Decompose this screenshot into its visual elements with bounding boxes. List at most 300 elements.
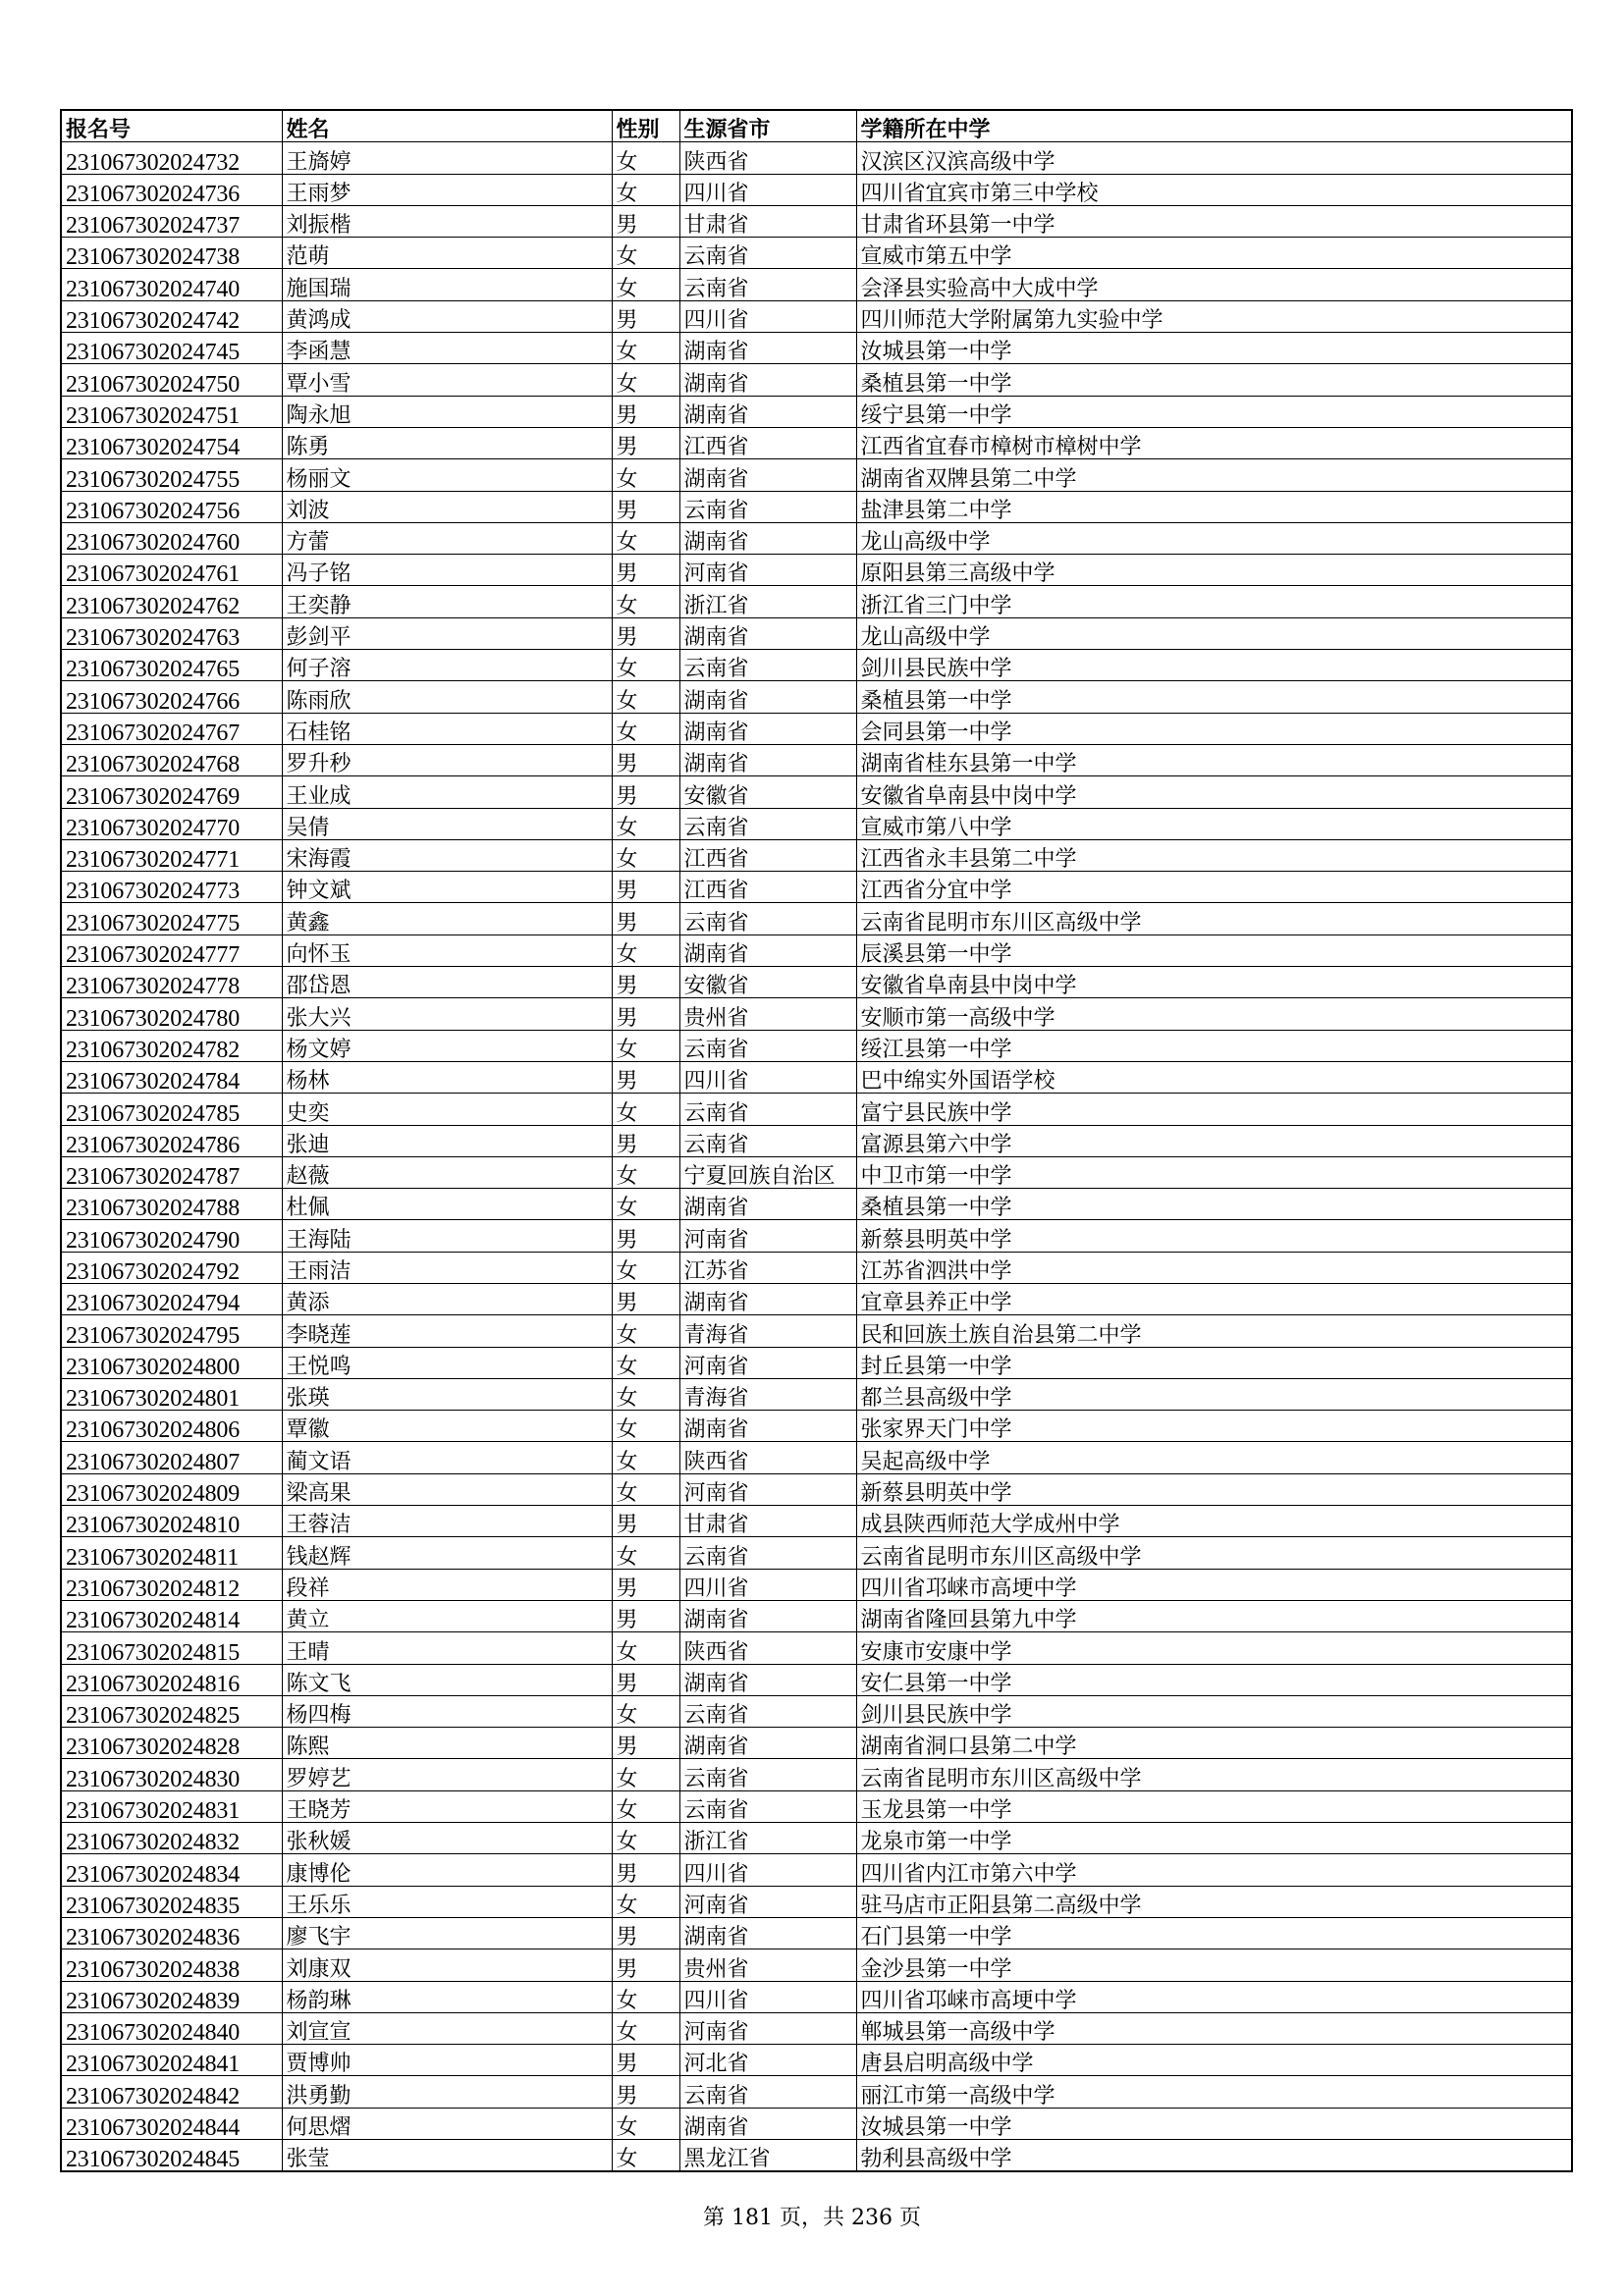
registration-number-cell: 231067302024812 xyxy=(61,1569,282,1600)
origin-province-cell: 河南省 xyxy=(679,1347,856,1378)
name-cell: 王奕静 xyxy=(282,586,612,617)
table-row xyxy=(61,1283,1572,1314)
gender-cell: 男 xyxy=(612,1664,679,1695)
gender-cell: 女 xyxy=(612,1030,679,1061)
table-row xyxy=(61,1664,1572,1695)
registration-number-cell: 231067302024760 xyxy=(61,522,282,554)
origin-province-cell: 贵州省 xyxy=(679,998,856,1030)
origin-province-cell: 江西省 xyxy=(679,427,856,458)
origin-province-cell: 河南省 xyxy=(679,555,856,586)
high-school-cell: 江西省永丰县第二中学 xyxy=(856,839,1572,871)
high-school-cell: 桑植县第一中学 xyxy=(856,681,1572,713)
table-row xyxy=(61,1823,1572,1854)
origin-province-cell: 湖南省 xyxy=(679,396,856,427)
name-cell: 洪勇勤 xyxy=(282,2076,612,2108)
origin-province-cell: 云南省 xyxy=(679,903,856,934)
high-school-cell: 丽江市第一高级中学 xyxy=(856,2076,1572,2108)
high-school-cell: 安徽省阜南县中岗中学 xyxy=(856,967,1572,998)
origin-province-cell: 安徽省 xyxy=(679,776,856,808)
gender-cell: 女 xyxy=(612,1378,679,1410)
name-cell: 张大兴 xyxy=(282,998,612,1030)
registration-number-cell: 231067302024836 xyxy=(61,1917,282,1949)
origin-province-cell: 湖南省 xyxy=(679,1917,856,1949)
name-cell: 覃小雪 xyxy=(282,364,612,396)
registration-number-cell: 231067302024792 xyxy=(61,1252,282,1283)
high-school-cell: 金沙县第一中学 xyxy=(856,1949,1572,1981)
name-cell: 杨丽文 xyxy=(282,459,612,491)
table-row xyxy=(61,1061,1572,1093)
registration-number-cell: 231067302024770 xyxy=(61,808,282,839)
table-row xyxy=(61,269,1572,300)
registration-number-cell: 231067302024831 xyxy=(61,1790,282,1822)
name-cell: 蔺文语 xyxy=(282,1442,612,1473)
registration-number-cell: 231067302024844 xyxy=(61,2108,282,2139)
origin-province-cell: 云南省 xyxy=(679,1759,856,1790)
registration-number-cell: 231067302024838 xyxy=(61,1949,282,1981)
table-row xyxy=(61,808,1572,839)
registration-number-cell: 231067302024751 xyxy=(61,396,282,427)
registration-number-cell: 231067302024738 xyxy=(61,238,282,269)
high-school-cell: 富宁县民族中学 xyxy=(856,1094,1572,1125)
registration-number-cell: 231067302024782 xyxy=(61,1030,282,1061)
origin-province-cell: 湖南省 xyxy=(679,1664,856,1695)
table-row xyxy=(61,1854,1572,1886)
page-number-footer: 第 181 页，共 236 页 xyxy=(703,2206,921,2230)
origin-province-cell: 湖南省 xyxy=(679,522,856,554)
name-cell: 罗升秒 xyxy=(282,744,612,775)
high-school-cell: 甘肃省环县第一中学 xyxy=(856,205,1572,237)
gender-cell: 男 xyxy=(612,491,679,522)
origin-province-cell: 湖南省 xyxy=(679,1728,856,1759)
origin-province-cell: 湖南省 xyxy=(679,681,856,713)
registration-number-cell: 231067302024845 xyxy=(61,2140,282,2172)
table-row xyxy=(61,1378,1572,1410)
name-cell: 杜佩 xyxy=(282,1189,612,1220)
gender-cell: 男 xyxy=(612,1728,679,1759)
gender-cell: 男 xyxy=(612,967,679,998)
origin-province-cell: 云南省 xyxy=(679,2076,856,2108)
name-cell: 王悦鸣 xyxy=(282,1347,612,1378)
high-school-cell: 剑川县民族中学 xyxy=(856,1695,1572,1727)
table-row xyxy=(61,174,1572,205)
name-cell: 刘康双 xyxy=(282,1949,612,1981)
high-school-cell: 郸城县第一高级中学 xyxy=(856,2012,1572,2044)
origin-province-cell: 陕西省 xyxy=(679,1442,856,1473)
gender-cell: 男 xyxy=(612,1283,679,1314)
name-cell: 王晴 xyxy=(282,1632,612,1664)
origin-province-cell: 四川省 xyxy=(679,300,856,332)
table-row xyxy=(61,1220,1572,1252)
name-cell: 康博伦 xyxy=(282,1854,612,1886)
registration-number-cell: 231067302024815 xyxy=(61,1632,282,1664)
origin-province-cell: 甘肃省 xyxy=(679,1506,856,1537)
registration-number-cell: 231067302024801 xyxy=(61,1378,282,1410)
name-cell: 钟文斌 xyxy=(282,872,612,903)
table-row xyxy=(61,142,1572,174)
gender-cell: 男 xyxy=(612,1569,679,1600)
gender-cell: 女 xyxy=(612,2012,679,2044)
gender-cell: 男 xyxy=(612,1506,679,1537)
registration-number-cell: 231067302024768 xyxy=(61,744,282,775)
name-cell: 杨韵琳 xyxy=(282,1981,612,2012)
high-school-cell: 盐津县第二中学 xyxy=(856,491,1572,522)
gender-cell: 女 xyxy=(612,1442,679,1473)
name-cell: 彭剑平 xyxy=(282,617,612,649)
name-cell: 李函慧 xyxy=(282,333,612,364)
gender-cell: 男 xyxy=(612,1061,679,1093)
name-cell: 王业成 xyxy=(282,776,612,808)
name-cell: 廖飞宇 xyxy=(282,1917,612,1949)
gender-cell: 男 xyxy=(612,1949,679,1981)
registration-number-cell: 231067302024766 xyxy=(61,681,282,713)
gender-cell: 男 xyxy=(612,872,679,903)
gender-cell: 男 xyxy=(612,396,679,427)
high-school-cell: 龙山高级中学 xyxy=(856,522,1572,554)
registration-number-cell: 231067302024787 xyxy=(61,1156,282,1188)
registration-number-cell: 231067302024800 xyxy=(61,1347,282,1378)
gender-cell: 女 xyxy=(612,2140,679,2172)
high-school-cell: 四川省邛崃市高埂中学 xyxy=(856,1569,1572,1600)
origin-province-cell: 湖南省 xyxy=(679,1411,856,1442)
registration-number-cell: 231067302024806 xyxy=(61,1411,282,1442)
high-school-cell: 中卫市第一中学 xyxy=(856,1156,1572,1188)
high-school-cell: 勃利县高级中学 xyxy=(856,2140,1572,2172)
header-high-school: 学籍所在中学 xyxy=(856,110,1572,142)
name-cell: 冯子铭 xyxy=(282,555,612,586)
origin-province-cell: 湖南省 xyxy=(679,1600,856,1631)
origin-province-cell: 湖南省 xyxy=(679,744,856,775)
name-cell: 张莹 xyxy=(282,2140,612,2172)
gender-cell: 女 xyxy=(612,1411,679,1442)
high-school-cell: 宣威市第五中学 xyxy=(856,238,1572,269)
name-cell: 刘宣宣 xyxy=(282,2012,612,2044)
table-row xyxy=(61,839,1572,871)
origin-province-cell: 四川省 xyxy=(679,1569,856,1600)
high-school-cell: 会泽县实验高中大成中学 xyxy=(856,269,1572,300)
table-row xyxy=(61,1189,1572,1220)
registration-number-cell: 231067302024830 xyxy=(61,1759,282,1790)
table-row xyxy=(61,427,1572,458)
high-school-cell: 江苏省泗洪中学 xyxy=(856,1252,1572,1283)
registration-number-cell: 231067302024839 xyxy=(61,1981,282,2012)
table-row xyxy=(61,1981,1572,2012)
origin-province-cell: 宁夏回族自治区 xyxy=(679,1156,856,1188)
registration-number-cell: 231067302024771 xyxy=(61,839,282,871)
origin-province-cell: 陕西省 xyxy=(679,1632,856,1664)
table-row xyxy=(61,1252,1572,1283)
gender-cell: 女 xyxy=(612,934,679,966)
gender-cell: 男 xyxy=(612,2076,679,2108)
high-school-cell: 安徽省阜南县中岗中学 xyxy=(856,776,1572,808)
origin-province-cell: 湖南省 xyxy=(679,2108,856,2139)
registration-number-cell: 231067302024740 xyxy=(61,269,282,300)
origin-province-cell: 贵州省 xyxy=(679,1949,856,1981)
high-school-cell: 唐县启明高级中学 xyxy=(856,2045,1572,2076)
origin-province-cell: 河南省 xyxy=(679,2012,856,2044)
table-row xyxy=(61,586,1572,617)
name-cell: 陈雨欣 xyxy=(282,681,612,713)
gender-cell: 男 xyxy=(612,776,679,808)
high-school-cell: 新蔡县明英中学 xyxy=(856,1473,1572,1505)
registration-number-cell: 231067302024814 xyxy=(61,1600,282,1631)
table-row xyxy=(61,555,1572,586)
origin-province-cell: 云南省 xyxy=(679,1537,856,1569)
registration-number-cell: 231067302024780 xyxy=(61,998,282,1030)
high-school-cell: 安康市安康中学 xyxy=(856,1632,1572,1664)
registration-number-cell: 231067302024841 xyxy=(61,2045,282,2076)
header-origin-province: 生源省市 xyxy=(679,110,856,142)
name-cell: 陈熙 xyxy=(282,1728,612,1759)
gender-cell: 女 xyxy=(612,1315,679,1347)
table-row xyxy=(61,1695,1572,1727)
name-cell: 施国瑞 xyxy=(282,269,612,300)
high-school-cell: 龙山高级中学 xyxy=(856,617,1572,649)
name-cell: 石桂铭 xyxy=(282,713,612,744)
origin-province-cell: 云南省 xyxy=(679,808,856,839)
gender-cell: 女 xyxy=(612,1252,679,1283)
table-row xyxy=(61,617,1572,649)
name-cell: 钱赵辉 xyxy=(282,1537,612,1569)
name-cell: 陈勇 xyxy=(282,427,612,458)
high-school-cell: 四川省内江市第六中学 xyxy=(856,1854,1572,1886)
registration-number-cell: 231067302024790 xyxy=(61,1220,282,1252)
table-row xyxy=(61,1728,1572,1759)
high-school-cell: 汝城县第一中学 xyxy=(856,333,1572,364)
gender-cell: 女 xyxy=(612,522,679,554)
high-school-cell: 新蔡县明英中学 xyxy=(856,1220,1572,1252)
origin-province-cell: 浙江省 xyxy=(679,586,856,617)
high-school-cell: 绥江县第一中学 xyxy=(856,1030,1572,1061)
high-school-cell: 石门县第一中学 xyxy=(856,1917,1572,1949)
origin-province-cell: 云南省 xyxy=(679,1695,856,1727)
name-cell: 王海陆 xyxy=(282,1220,612,1252)
gender-cell: 女 xyxy=(612,650,679,681)
origin-province-cell: 四川省 xyxy=(679,174,856,205)
name-cell: 何思熠 xyxy=(282,2108,612,2139)
high-school-cell: 云南省昆明市东川区高级中学 xyxy=(856,1759,1572,1790)
table-row xyxy=(61,522,1572,554)
origin-province-cell: 云南省 xyxy=(679,238,856,269)
origin-province-cell: 湖南省 xyxy=(679,333,856,364)
origin-province-cell: 四川省 xyxy=(679,1061,856,1093)
registration-number-cell: 231067302024832 xyxy=(61,1823,282,1854)
name-cell: 梁高果 xyxy=(282,1473,612,1505)
high-school-cell: 浙江省三门中学 xyxy=(856,586,1572,617)
name-cell: 覃徽 xyxy=(282,1411,612,1442)
high-school-cell: 安仁县第一中学 xyxy=(856,1664,1572,1695)
table-row xyxy=(61,2108,1572,2139)
gender-cell: 男 xyxy=(612,744,679,775)
name-cell: 杨林 xyxy=(282,1061,612,1093)
name-cell: 杨文婷 xyxy=(282,1030,612,1061)
table-row xyxy=(61,1949,1572,1981)
gender-cell: 女 xyxy=(612,2108,679,2139)
name-cell: 黄鑫 xyxy=(282,903,612,934)
high-school-cell: 会同县第一中学 xyxy=(856,713,1572,744)
name-cell: 张迪 xyxy=(282,1125,612,1156)
name-cell: 赵薇 xyxy=(282,1156,612,1188)
name-cell: 吴倩 xyxy=(282,808,612,839)
registration-number-cell: 231067302024811 xyxy=(61,1537,282,1569)
registration-number-cell: 231067302024756 xyxy=(61,491,282,522)
name-cell: 宋海霞 xyxy=(282,839,612,871)
high-school-cell: 江西省宜春市樟树市樟树中学 xyxy=(856,427,1572,458)
name-cell: 刘振楷 xyxy=(282,205,612,237)
high-school-cell: 玉龙县第一中学 xyxy=(856,1790,1572,1822)
registration-number-cell: 231067302024828 xyxy=(61,1728,282,1759)
table-row xyxy=(61,1506,1572,1537)
name-cell: 史奕 xyxy=(282,1094,612,1125)
gender-cell: 女 xyxy=(612,1537,679,1569)
name-cell: 陈文飞 xyxy=(282,1664,612,1695)
table-row xyxy=(61,2012,1572,2044)
origin-province-cell: 云南省 xyxy=(679,1790,856,1822)
gender-cell: 女 xyxy=(612,333,679,364)
table-row xyxy=(61,238,1572,269)
table-row xyxy=(61,776,1572,808)
gender-cell: 女 xyxy=(612,1790,679,1822)
gender-cell: 女 xyxy=(612,142,679,174)
gender-cell: 女 xyxy=(612,1189,679,1220)
header-gender: 性别 xyxy=(612,110,679,142)
gender-cell: 女 xyxy=(612,1823,679,1854)
origin-province-cell: 湖南省 xyxy=(679,713,856,744)
name-cell: 贾博帅 xyxy=(282,2045,612,2076)
name-cell: 王雨梦 xyxy=(282,174,612,205)
table-row xyxy=(61,1886,1572,1917)
high-school-cell: 湖南省双牌县第二中学 xyxy=(856,459,1572,491)
high-school-cell: 富源县第六中学 xyxy=(856,1125,1572,1156)
gender-cell: 男 xyxy=(612,427,679,458)
high-school-cell: 宜章县养正中学 xyxy=(856,1283,1572,1314)
gender-cell: 女 xyxy=(612,713,679,744)
table-row xyxy=(61,1411,1572,1442)
gender-cell: 男 xyxy=(612,998,679,1030)
high-school-cell: 剑川县民族中学 xyxy=(856,650,1572,681)
high-school-cell: 四川省邛崃市高埂中学 xyxy=(856,1981,1572,2012)
origin-province-cell: 河南省 xyxy=(679,1473,856,1505)
name-cell: 何子溶 xyxy=(282,650,612,681)
high-school-cell: 民和回族土族自治县第二中学 xyxy=(856,1315,1572,1347)
origin-province-cell: 河北省 xyxy=(679,2045,856,2076)
table-row xyxy=(61,333,1572,364)
name-cell: 向怀玉 xyxy=(282,934,612,966)
registration-number-cell: 231067302024755 xyxy=(61,459,282,491)
table-row xyxy=(61,967,1572,998)
table-row xyxy=(61,998,1572,1030)
name-cell: 张秋媛 xyxy=(282,1823,612,1854)
registration-number-cell: 231067302024750 xyxy=(61,364,282,396)
table-row xyxy=(61,2045,1572,2076)
origin-province-cell: 湖南省 xyxy=(679,364,856,396)
registration-number-cell: 231067302024795 xyxy=(61,1315,282,1347)
table-row xyxy=(61,1125,1572,1156)
high-school-cell: 汝城县第一中学 xyxy=(856,2108,1572,2139)
name-cell: 方蕾 xyxy=(282,522,612,554)
table-row xyxy=(61,1632,1572,1664)
name-cell: 李晓莲 xyxy=(282,1315,612,1347)
high-school-cell: 辰溪县第一中学 xyxy=(856,934,1572,966)
gender-cell: 男 xyxy=(612,1600,679,1631)
origin-province-cell: 陕西省 xyxy=(679,142,856,174)
origin-province-cell: 湖南省 xyxy=(679,1189,856,1220)
registration-number-cell: 231067302024737 xyxy=(61,205,282,237)
registration-number-cell: 231067302024777 xyxy=(61,934,282,966)
registration-number-cell: 231067302024742 xyxy=(61,300,282,332)
name-cell: 陶永旭 xyxy=(282,396,612,427)
table-row xyxy=(61,872,1572,903)
origin-province-cell: 四川省 xyxy=(679,1981,856,2012)
high-school-cell: 龙泉市第一中学 xyxy=(856,1823,1572,1854)
high-school-cell: 驻马店市正阳县第二高级中学 xyxy=(856,1886,1572,1917)
header-name: 姓名 xyxy=(282,110,612,142)
registration-number-cell: 231067302024769 xyxy=(61,776,282,808)
origin-province-cell: 云南省 xyxy=(679,1030,856,1061)
origin-province-cell: 黑龙江省 xyxy=(679,2140,856,2172)
gender-cell: 男 xyxy=(612,1917,679,1949)
registration-number-cell: 231067302024773 xyxy=(61,872,282,903)
gender-cell: 女 xyxy=(612,1347,679,1378)
table-row xyxy=(61,934,1572,966)
registration-number-cell: 231067302024767 xyxy=(61,713,282,744)
origin-province-cell: 青海省 xyxy=(679,1315,856,1347)
table-body xyxy=(61,142,1572,2172)
name-cell: 王雨洁 xyxy=(282,1252,612,1283)
origin-province-cell: 湖南省 xyxy=(679,459,856,491)
registration-number-cell: 231067302024786 xyxy=(61,1125,282,1156)
gender-cell: 男 xyxy=(612,617,679,649)
high-school-cell: 四川省宜宾市第三中学校 xyxy=(856,174,1572,205)
origin-province-cell: 云南省 xyxy=(679,1094,856,1125)
header-registration-number: 报名号 xyxy=(61,110,282,142)
gender-cell: 女 xyxy=(612,269,679,300)
origin-province-cell: 浙江省 xyxy=(679,1823,856,1854)
name-cell: 王旖婷 xyxy=(282,142,612,174)
registration-number-cell: 231067302024810 xyxy=(61,1506,282,1537)
registration-number-cell: 231067302024794 xyxy=(61,1283,282,1314)
gender-cell: 女 xyxy=(612,839,679,871)
registration-number-cell: 231067302024763 xyxy=(61,617,282,649)
gender-cell: 女 xyxy=(612,1094,679,1125)
high-school-cell: 宣威市第八中学 xyxy=(856,808,1572,839)
name-cell: 邵岱恩 xyxy=(282,967,612,998)
name-cell: 王晓芳 xyxy=(282,1790,612,1822)
table-header-row xyxy=(61,110,1572,142)
table-row xyxy=(61,300,1572,332)
origin-province-cell: 云南省 xyxy=(679,491,856,522)
high-school-cell: 云南省昆明市东川区高级中学 xyxy=(856,903,1572,934)
table-row xyxy=(61,744,1572,775)
table-row xyxy=(61,1759,1572,1790)
name-cell: 黄立 xyxy=(282,1600,612,1631)
high-school-cell: 江西省分宜中学 xyxy=(856,872,1572,903)
registration-number-cell: 231067302024775 xyxy=(61,903,282,934)
gender-cell: 男 xyxy=(612,1125,679,1156)
registration-number-cell: 231067302024784 xyxy=(61,1061,282,1093)
origin-province-cell: 江西省 xyxy=(679,839,856,871)
high-school-cell: 张家界天门中学 xyxy=(856,1411,1572,1442)
high-school-cell: 封丘县第一中学 xyxy=(856,1347,1572,1378)
high-school-cell: 吴起高级中学 xyxy=(856,1442,1572,1473)
table-row xyxy=(61,1315,1572,1347)
gender-cell: 男 xyxy=(612,1220,679,1252)
table-row xyxy=(61,1569,1572,1600)
name-cell: 段祥 xyxy=(282,1569,612,1600)
high-school-cell: 湖南省隆回县第九中学 xyxy=(856,1600,1572,1631)
name-cell: 黄鸿成 xyxy=(282,300,612,332)
gender-cell: 女 xyxy=(612,1759,679,1790)
origin-province-cell: 甘肃省 xyxy=(679,205,856,237)
